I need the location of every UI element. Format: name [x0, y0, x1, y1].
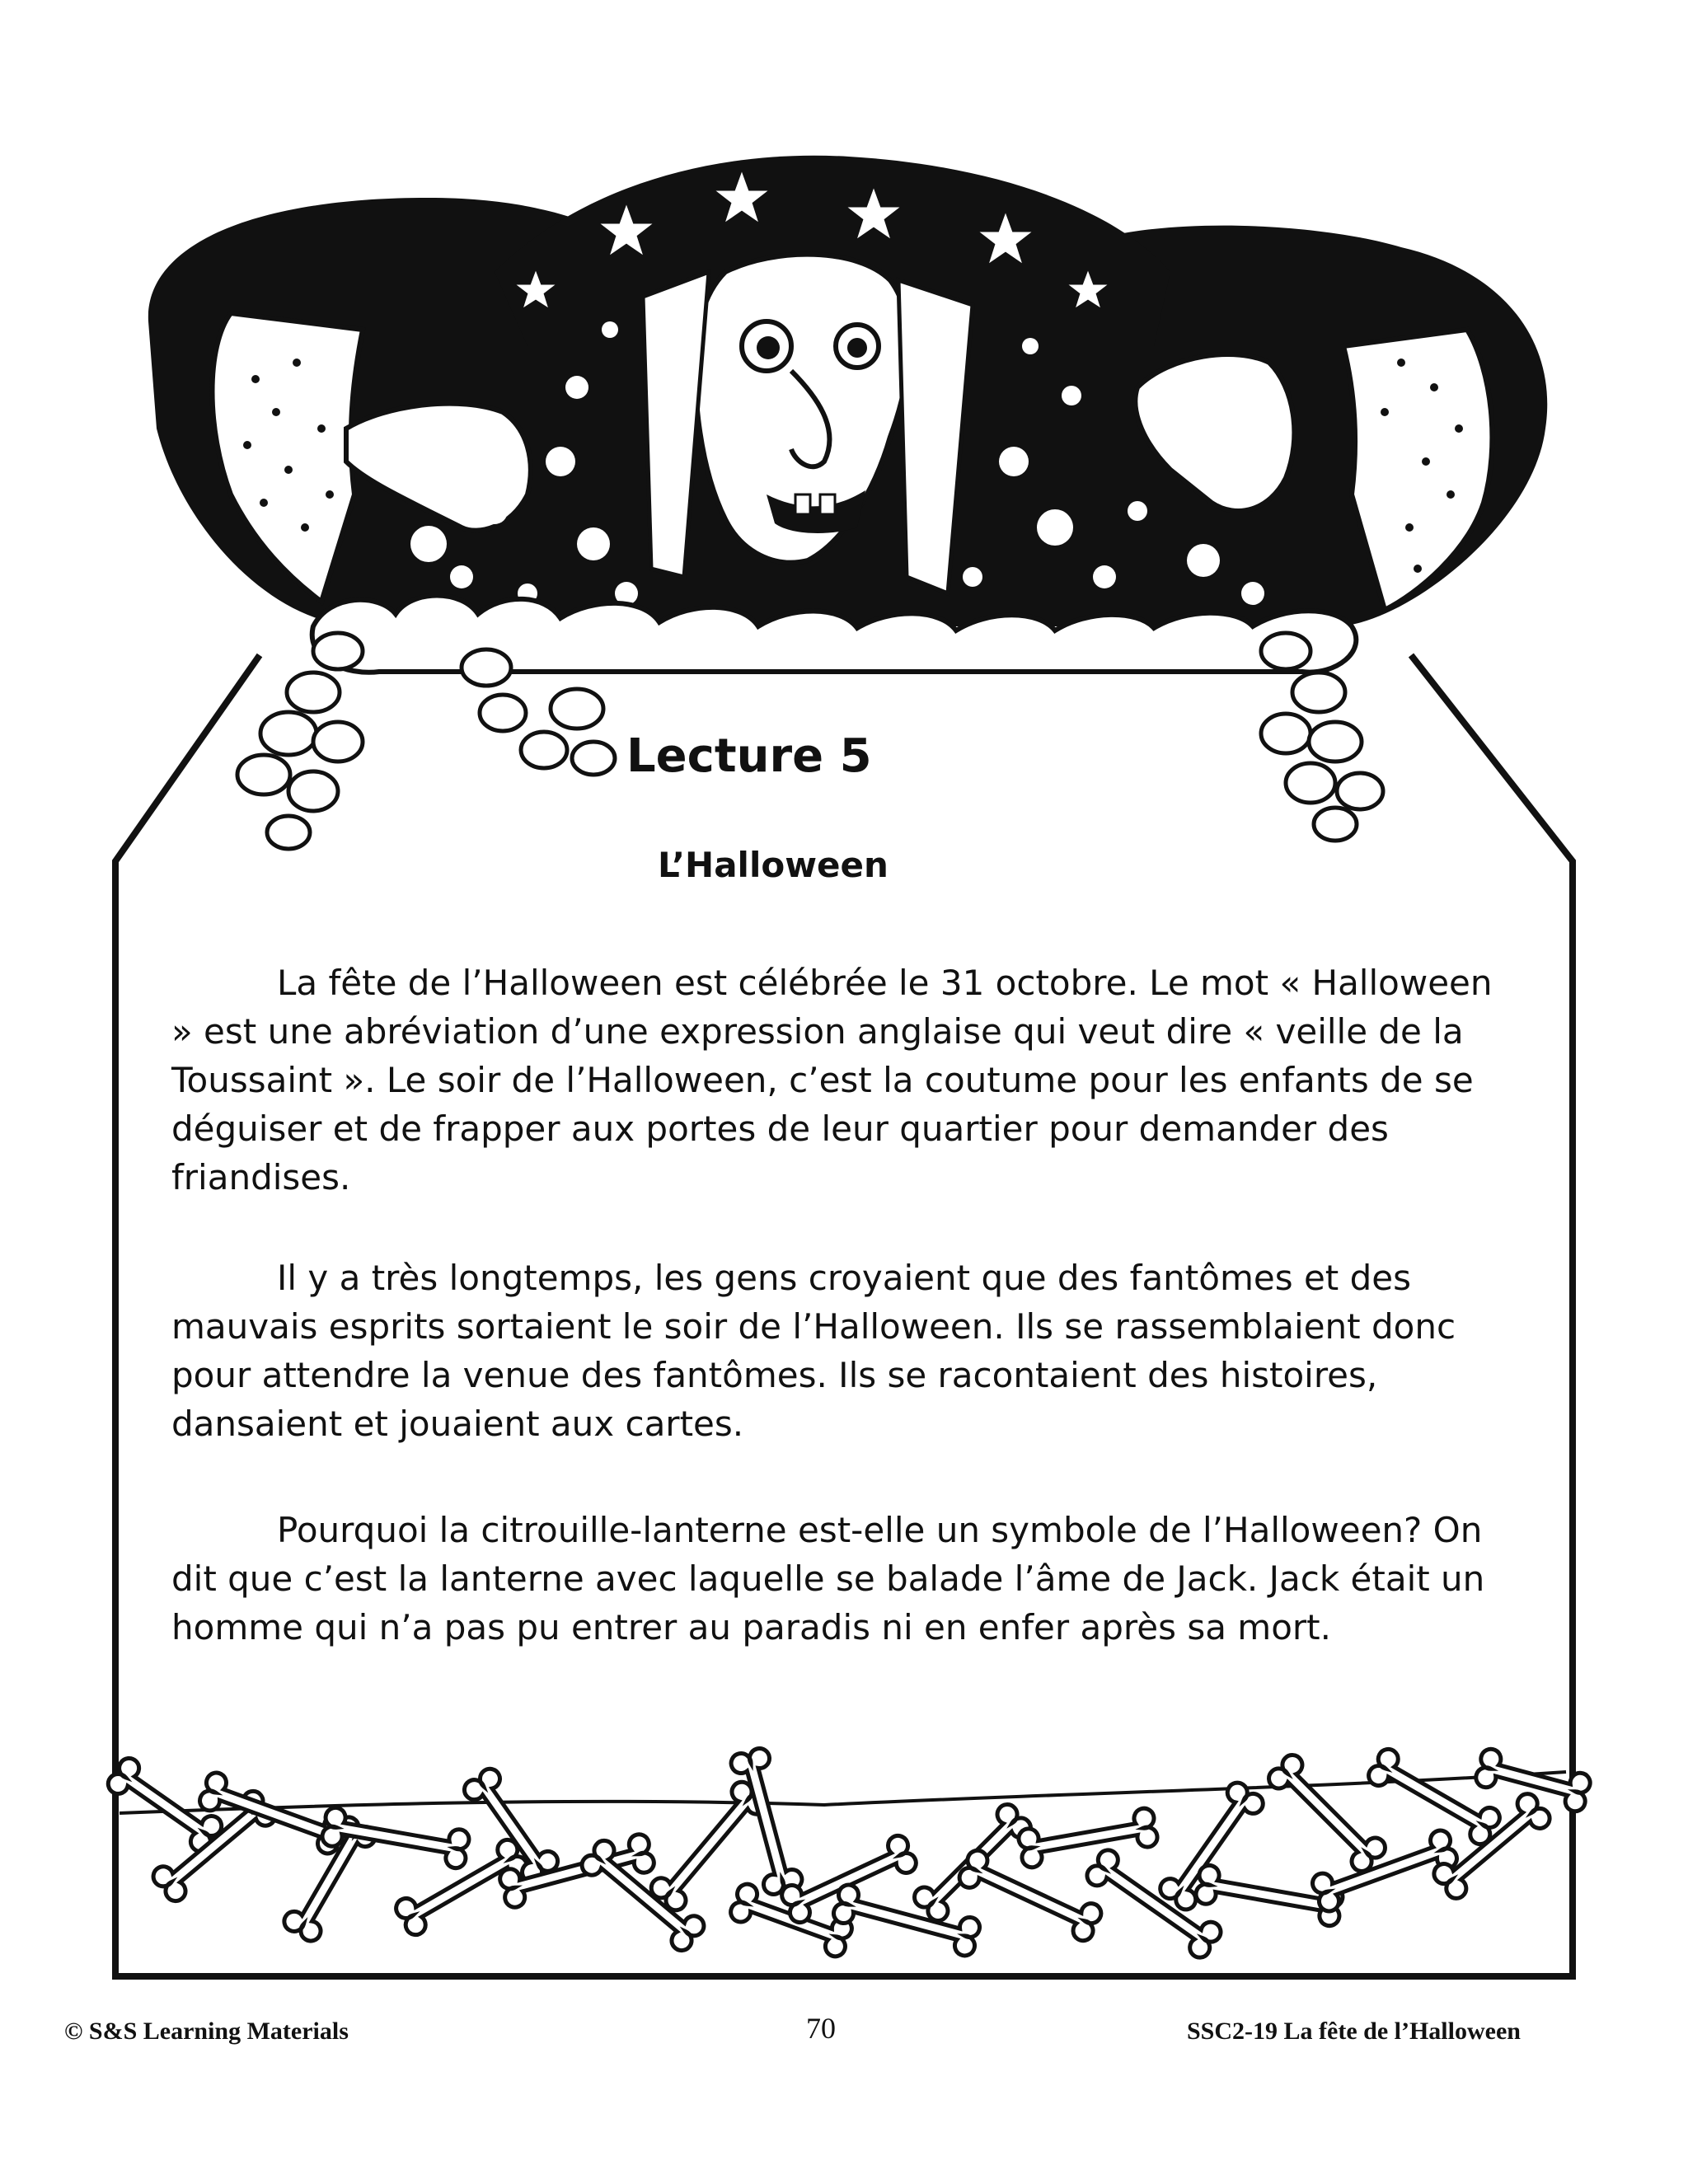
reading-paragraph-2: Il y a très longtemps, les gens croyaient que des fantômes et des mauvais esprits sortaient le soir de l’Halloween. Ils se rassemblaient donc pour attendre la venue des fantômes. Ils se racontaient des histoires, dansaient et jouaient aux cartes.	[171, 1258, 1456, 1444]
bone-icon	[1017, 1807, 1159, 1868]
footer-page-number: 70	[806, 2012, 836, 2045]
reading-title: L’Halloween	[658, 845, 889, 885]
bones-border	[105, 1746, 1592, 1961]
bone-icon	[729, 1746, 804, 1896]
bone-icon	[832, 1882, 982, 1957]
reading-paragraph-3: Pourquoi la citrouille-lanterne est-elle un symbole de l’Halloween? On dit que c’est la lanterne avec laquelle se balade l’âme de Jack. Jack était un homme qui n’a pas pu entrer au paradis ni en enfer après sa mort.	[171, 1510, 1485, 1647]
footer-series-title: SSC2-19 La fête de l’Halloween	[1187, 2018, 1521, 2045]
reading-paragraph-1: La fête de l’Halloween est célébrée le 31 octobre. Le mot « Halloween » est une abréviation d’une expression anglaise qui veut dire « veille de la Toussaint ». Le soir de l’Halloween, c’est la coutume pour les enfants de se déguiser et de frapper aux portes de leur quartier pour demander des friandises.	[171, 963, 1493, 1197]
lecture-title: Lecture 5	[626, 729, 872, 783]
footer-copyright: © S&S Learning Materials	[64, 2018, 349, 2045]
